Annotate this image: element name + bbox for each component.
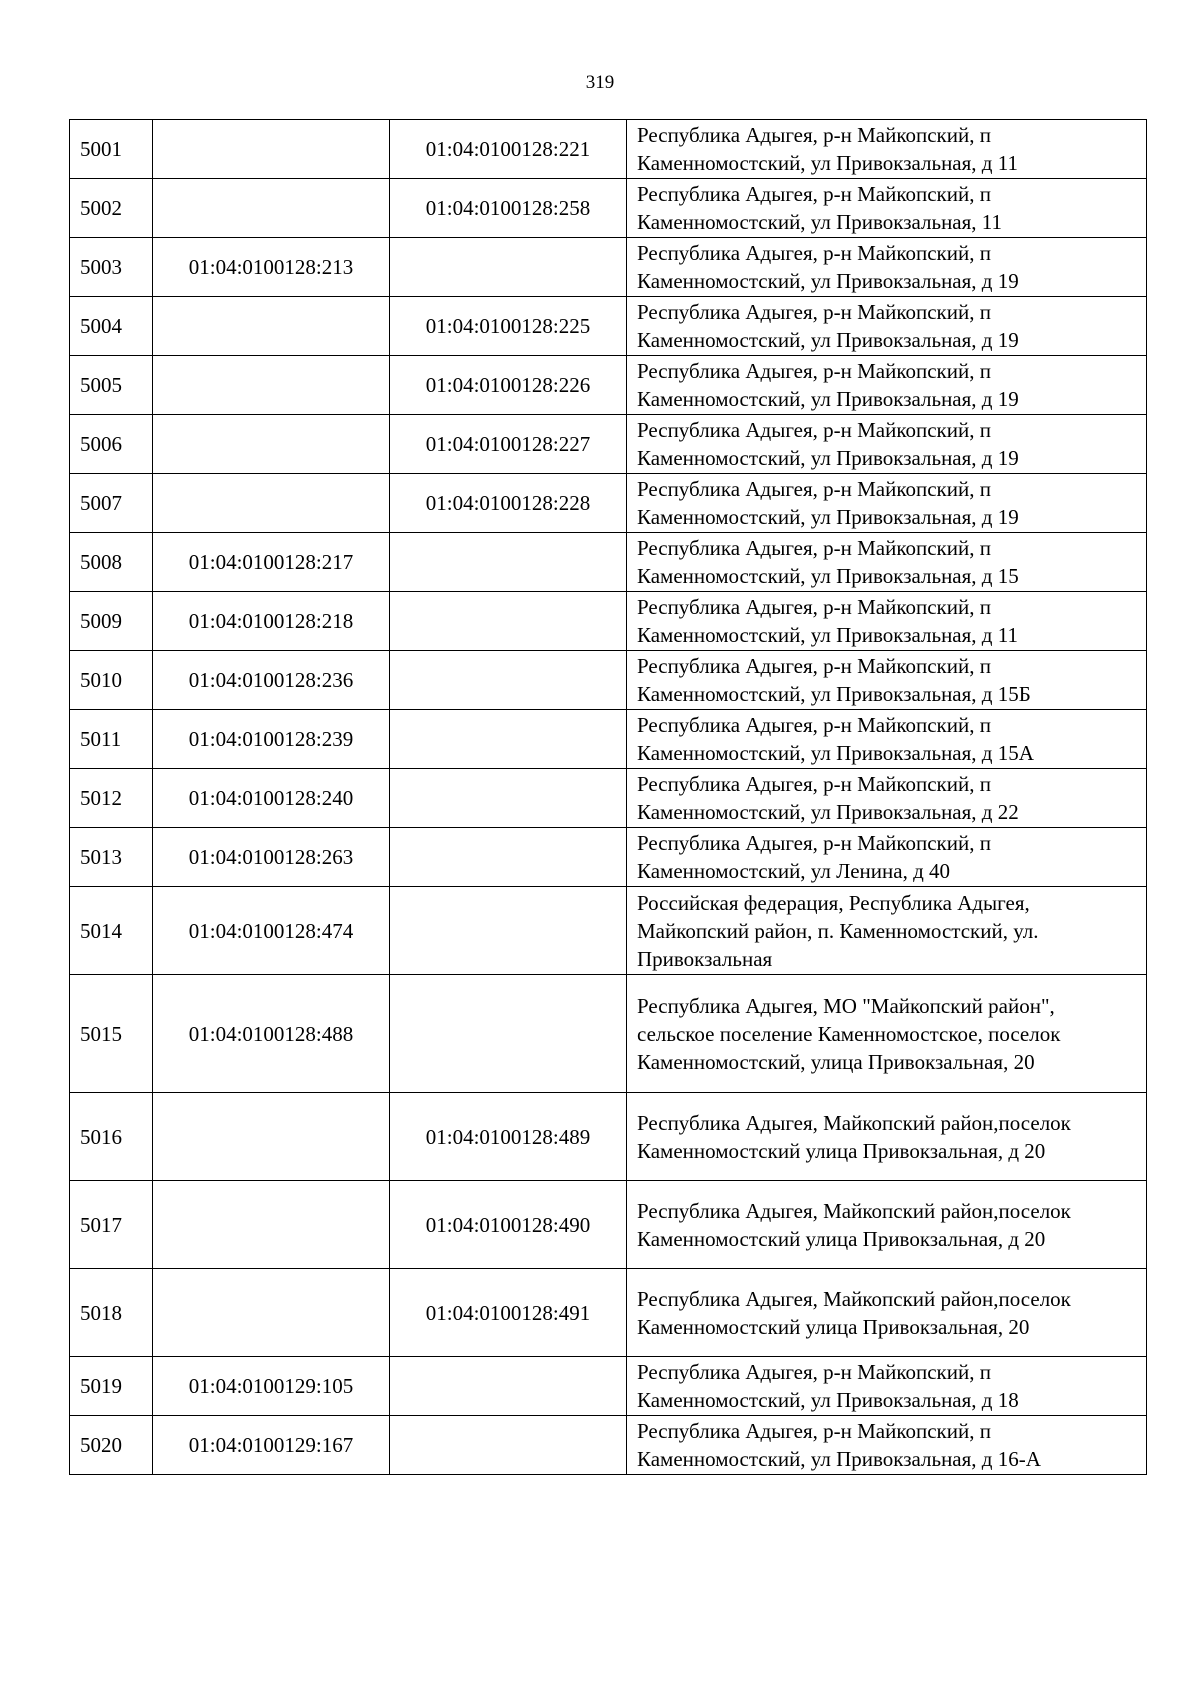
cadastral-number-object	[390, 238, 627, 297]
cadastral-number-land	[153, 474, 390, 533]
cadastral-number-object: 01:04:0100128:228	[390, 474, 627, 533]
table-row	[70, 975, 1147, 1093]
row-number: 5003	[70, 238, 153, 297]
cadastral-number-land: 01:04:0100128:213	[153, 238, 390, 297]
address: Республика Адыгея, р-н Майкопский, п Каменномостский, ул Привокзальная, д 18	[627, 1357, 1147, 1416]
cadastral-number-object: 01:04:0100128:491	[390, 1269, 627, 1357]
address: Республика Адыгея, р-н Майкопский, п Каменномостский, ул Привокзальная, д 19	[627, 238, 1147, 297]
table-row	[70, 1181, 1147, 1269]
row-number: 5011	[70, 710, 153, 769]
cadastral-number-land: 01:04:0100128:217	[153, 533, 390, 592]
table-row	[70, 710, 1147, 769]
table-row	[70, 356, 1147, 415]
table-row	[70, 592, 1147, 651]
row-number: 5008	[70, 533, 153, 592]
row-number: 5014	[70, 887, 153, 975]
address: Республика Адыгея, р-н Майкопский, п Каменномостский, ул Ленина, д 40	[627, 828, 1147, 887]
table-row	[70, 887, 1147, 975]
cadastral-number-object: 01:04:0100128:225	[390, 297, 627, 356]
address: Республика Адыгея, р-н Майкопский, п Каменномостский, ул Привокзальная, д 19	[627, 356, 1147, 415]
address: Республика Адыгея, р-н Майкопский, п Каменномостский, ул Привокзальная, д 15	[627, 533, 1147, 592]
cadastral-number-object	[390, 769, 627, 828]
cadastral-number-object	[390, 533, 627, 592]
cadastral-number-land: 01:04:0100128:236	[153, 651, 390, 710]
table-row	[70, 297, 1147, 356]
address: Республика Адыгея, р-н Майкопский, п Каменномостский, ул Привокзальная, д 15А	[627, 710, 1147, 769]
address: Республика Адыгея, р-н Майкопский, п Каменномостский, ул Привокзальная, д 19	[627, 297, 1147, 356]
address: Республика Адыгея, р-н Майкопский, п Каменномостский, ул Привокзальная, д 11	[627, 592, 1147, 651]
address: Республика Адыгея, р-н Майкопский, п Каменномостский, ул Привокзальная, д 22	[627, 769, 1147, 828]
cadastral-number-object: 01:04:0100128:227	[390, 415, 627, 474]
row-number: 5006	[70, 415, 153, 474]
cadastral-number-object	[390, 651, 627, 710]
table-row	[70, 120, 1147, 179]
address: Российская федерация, Республика Адыгея, Майкопский район, п. Каменномостский, ул. Привокзальная	[627, 887, 1147, 975]
cadastral-number-object	[390, 828, 627, 887]
table-row	[70, 1416, 1147, 1475]
page-number: 319	[585, 72, 615, 93]
cadastral-number-object	[390, 887, 627, 975]
address: Республика Адыгея, Майкопский район,поселок Каменномостский улица Привокзальная, 20	[627, 1269, 1147, 1357]
cadastral-number-object	[390, 1416, 627, 1475]
cadastral-number-land	[153, 356, 390, 415]
cadastral-number-land: 01:04:0100128:239	[153, 710, 390, 769]
address: Республика Адыгея, Майкопский район,поселок Каменномостский улица Привокзальная, д 20	[627, 1181, 1147, 1269]
row-number: 5009	[70, 592, 153, 651]
address: Республика Адыгея, р-н Майкопский, п Каменномостский, ул Привокзальная, д 19	[627, 415, 1147, 474]
row-number: 5019	[70, 1357, 153, 1416]
cadastral-number-land: 01:04:0100129:167	[153, 1416, 390, 1475]
cadastral-number-land: 01:04:0100128:218	[153, 592, 390, 651]
address: Республика Адыгея, р-н Майкопский, п Каменномостский, ул Привокзальная, д 11	[627, 120, 1147, 179]
table-row	[70, 769, 1147, 828]
address: Республика Адыгея, МО "Майкопский район", сельское поселение Каменномостское, поселок Каменномостский, улица Привокзальная, 20	[627, 975, 1147, 1093]
cadastral-number-land	[153, 120, 390, 179]
row-number: 5015	[70, 975, 153, 1093]
table-row	[70, 415, 1147, 474]
cadastral-number-land: 01:04:0100129:105	[153, 1357, 390, 1416]
row-number: 5004	[70, 297, 153, 356]
cadastral-number-land	[153, 415, 390, 474]
cadastral-number-object	[390, 975, 627, 1093]
table-row	[70, 474, 1147, 533]
table-row	[70, 238, 1147, 297]
row-number: 5017	[70, 1181, 153, 1269]
row-number: 5010	[70, 651, 153, 710]
table-row	[70, 828, 1147, 887]
cadastral-number-land: 01:04:0100128:474	[153, 887, 390, 975]
cadastral-number-land	[153, 1181, 390, 1269]
row-number: 5007	[70, 474, 153, 533]
address: Республика Адыгея, Майкопский район,поселок Каменномостский улица Привокзальная, д 20	[627, 1093, 1147, 1181]
address: Республика Адыгея, р-н Майкопский, п Каменномостский, ул Привокзальная, 11	[627, 179, 1147, 238]
registry-table	[69, 119, 1147, 1475]
address: Республика Адыгея, р-н Майкопский, п Каменномостский, ул Привокзальная, д 19	[627, 474, 1147, 533]
row-number: 5018	[70, 1269, 153, 1357]
table-row	[70, 1269, 1147, 1357]
row-number: 5012	[70, 769, 153, 828]
table-row	[70, 1093, 1147, 1181]
row-number: 5002	[70, 179, 153, 238]
cadastral-number-land: 01:04:0100128:488	[153, 975, 390, 1093]
cadastral-number-object	[390, 1357, 627, 1416]
cadastral-number-land	[153, 1093, 390, 1181]
cadastral-number-land: 01:04:0100128:240	[153, 769, 390, 828]
cadastral-number-land	[153, 297, 390, 356]
address: Республика Адыгея, р-н Майкопский, п Каменномостский, ул Привокзальная, д 15Б	[627, 651, 1147, 710]
cadastral-number-land: 01:04:0100128:263	[153, 828, 390, 887]
cadastral-number-object	[390, 710, 627, 769]
cadastral-number-land	[153, 1269, 390, 1357]
cadastral-number-object	[390, 592, 627, 651]
cadastral-number-object: 01:04:0100128:258	[390, 179, 627, 238]
table-row	[70, 533, 1147, 592]
cadastral-number-land	[153, 179, 390, 238]
cadastral-number-object: 01:04:0100128:489	[390, 1093, 627, 1181]
table-row	[70, 1357, 1147, 1416]
table-row	[70, 179, 1147, 238]
address: Республика Адыгея, р-н Майкопский, п Каменномостский, ул Привокзальная, д 16-А	[627, 1416, 1147, 1475]
row-number: 5013	[70, 828, 153, 887]
cadastral-number-object: 01:04:0100128:490	[390, 1181, 627, 1269]
row-number: 5001	[70, 120, 153, 179]
table-row	[70, 651, 1147, 710]
cadastral-number-object: 01:04:0100128:226	[390, 356, 627, 415]
cadastral-number-object: 01:04:0100128:221	[390, 120, 627, 179]
row-number: 5020	[70, 1416, 153, 1475]
row-number: 5016	[70, 1093, 153, 1181]
registry-table-body	[70, 120, 1147, 1475]
row-number: 5005	[70, 356, 153, 415]
